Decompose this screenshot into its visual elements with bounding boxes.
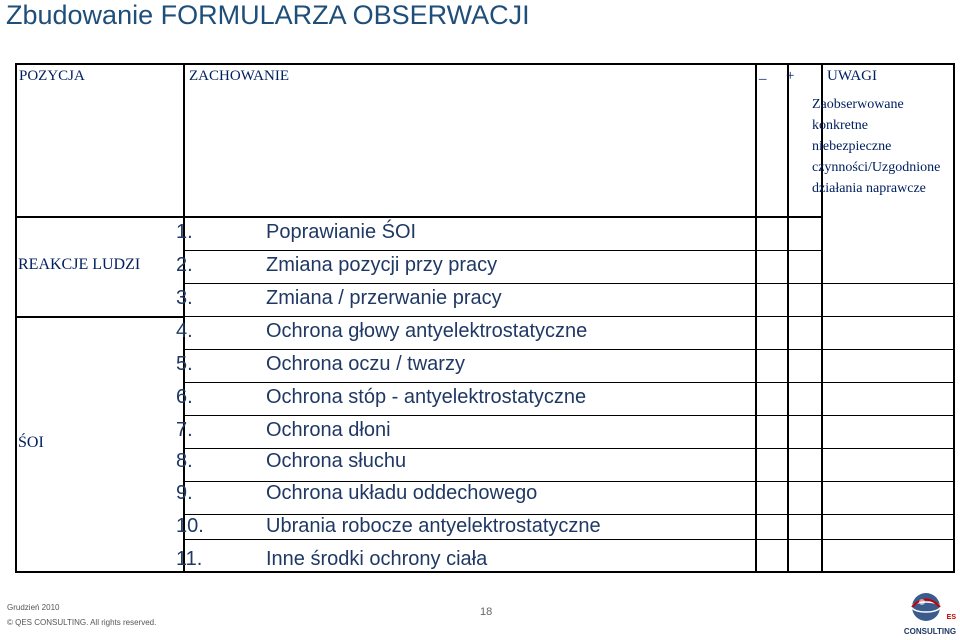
behavior-item: Ochrona słuchu: [266, 450, 407, 472]
row-number: 2.: [176, 254, 193, 276]
behavior-item: Ochrona dłoni: [266, 419, 391, 441]
form-right-border: [953, 63, 955, 573]
group-separator: [15, 316, 185, 318]
row-number: 1.: [176, 221, 193, 243]
header-pozycja: POZYCJA: [19, 68, 85, 84]
behavior-item: Inne środki ochrony ciała: [266, 548, 488, 570]
row-number: 9.: [176, 482, 193, 504]
behavior-item: Ochrona stóp - antyelektrostatyczne: [266, 386, 587, 408]
footer-date: Grudzień 2010: [7, 603, 60, 612]
col-sep-behavior: [755, 63, 757, 573]
slide-title: Zbudowanie FORMULARZA OBSERWACJI: [6, 0, 530, 30]
row-number: 10.: [176, 515, 204, 537]
row-number: 7.: [176, 419, 193, 441]
company-logo: [902, 590, 958, 636]
row-line-7: [183, 448, 955, 449]
row-number: 5.: [176, 353, 193, 375]
row-number: 3.: [176, 287, 193, 309]
behavior-item: Poprawianie ŚOI: [266, 221, 417, 243]
logo-text: CONSULTING: [903, 627, 957, 636]
row-line-10: [183, 539, 955, 540]
row-line-1: [183, 250, 823, 251]
form-top-border: [15, 63, 955, 65]
page-number: 18: [480, 606, 493, 618]
header-uwagi: UWAGI: [827, 68, 877, 84]
behavior-item: Ochrona głowy antyelektrostatyczne: [266, 320, 588, 342]
header-bottom-border: [15, 216, 823, 218]
group-label-reakcje-ludzi: REAKCJE LUDZI: [18, 256, 141, 273]
behavior-item: Zmiana pozycji przy pracy: [266, 254, 498, 276]
form-left-border: [15, 63, 17, 573]
group-label-soi: ŚOI: [18, 434, 44, 451]
header-zachowanie: ZACHOWANIE: [189, 68, 289, 84]
row-number: 8.: [176, 450, 193, 472]
header-plus: +: [786, 68, 795, 84]
behavior-item: Zmiana / przerwanie pracy: [266, 287, 502, 309]
uwagi-note: Zaobserwowane konkretne niebezpieczne czynności/Uzgodnione działania naprawcze: [812, 97, 941, 196]
behavior-item: Ochrona oczu / twarzy: [266, 353, 465, 375]
behavior-item: Ubrania robocze antyelektrostatyczne: [266, 515, 601, 537]
row-line-2: [183, 283, 955, 284]
row-line-6: [183, 415, 955, 416]
row-number: 11.: [176, 548, 203, 570]
behavior-item: Ochrona układu oddechowego: [266, 482, 538, 504]
form-bottom-border: [15, 571, 955, 573]
row-line-4: [183, 349, 955, 350]
row-number: 4.: [176, 320, 193, 342]
header-minus: _: [759, 66, 767, 82]
row-number: 6.: [176, 386, 193, 408]
row-line-3: [183, 316, 955, 317]
logo-es: ES: [946, 614, 956, 621]
col-sep-minus: [787, 63, 789, 573]
row-line-5: [183, 382, 955, 383]
footer-copyright: © QES CONSULTING. All rights reserved.: [7, 618, 157, 627]
